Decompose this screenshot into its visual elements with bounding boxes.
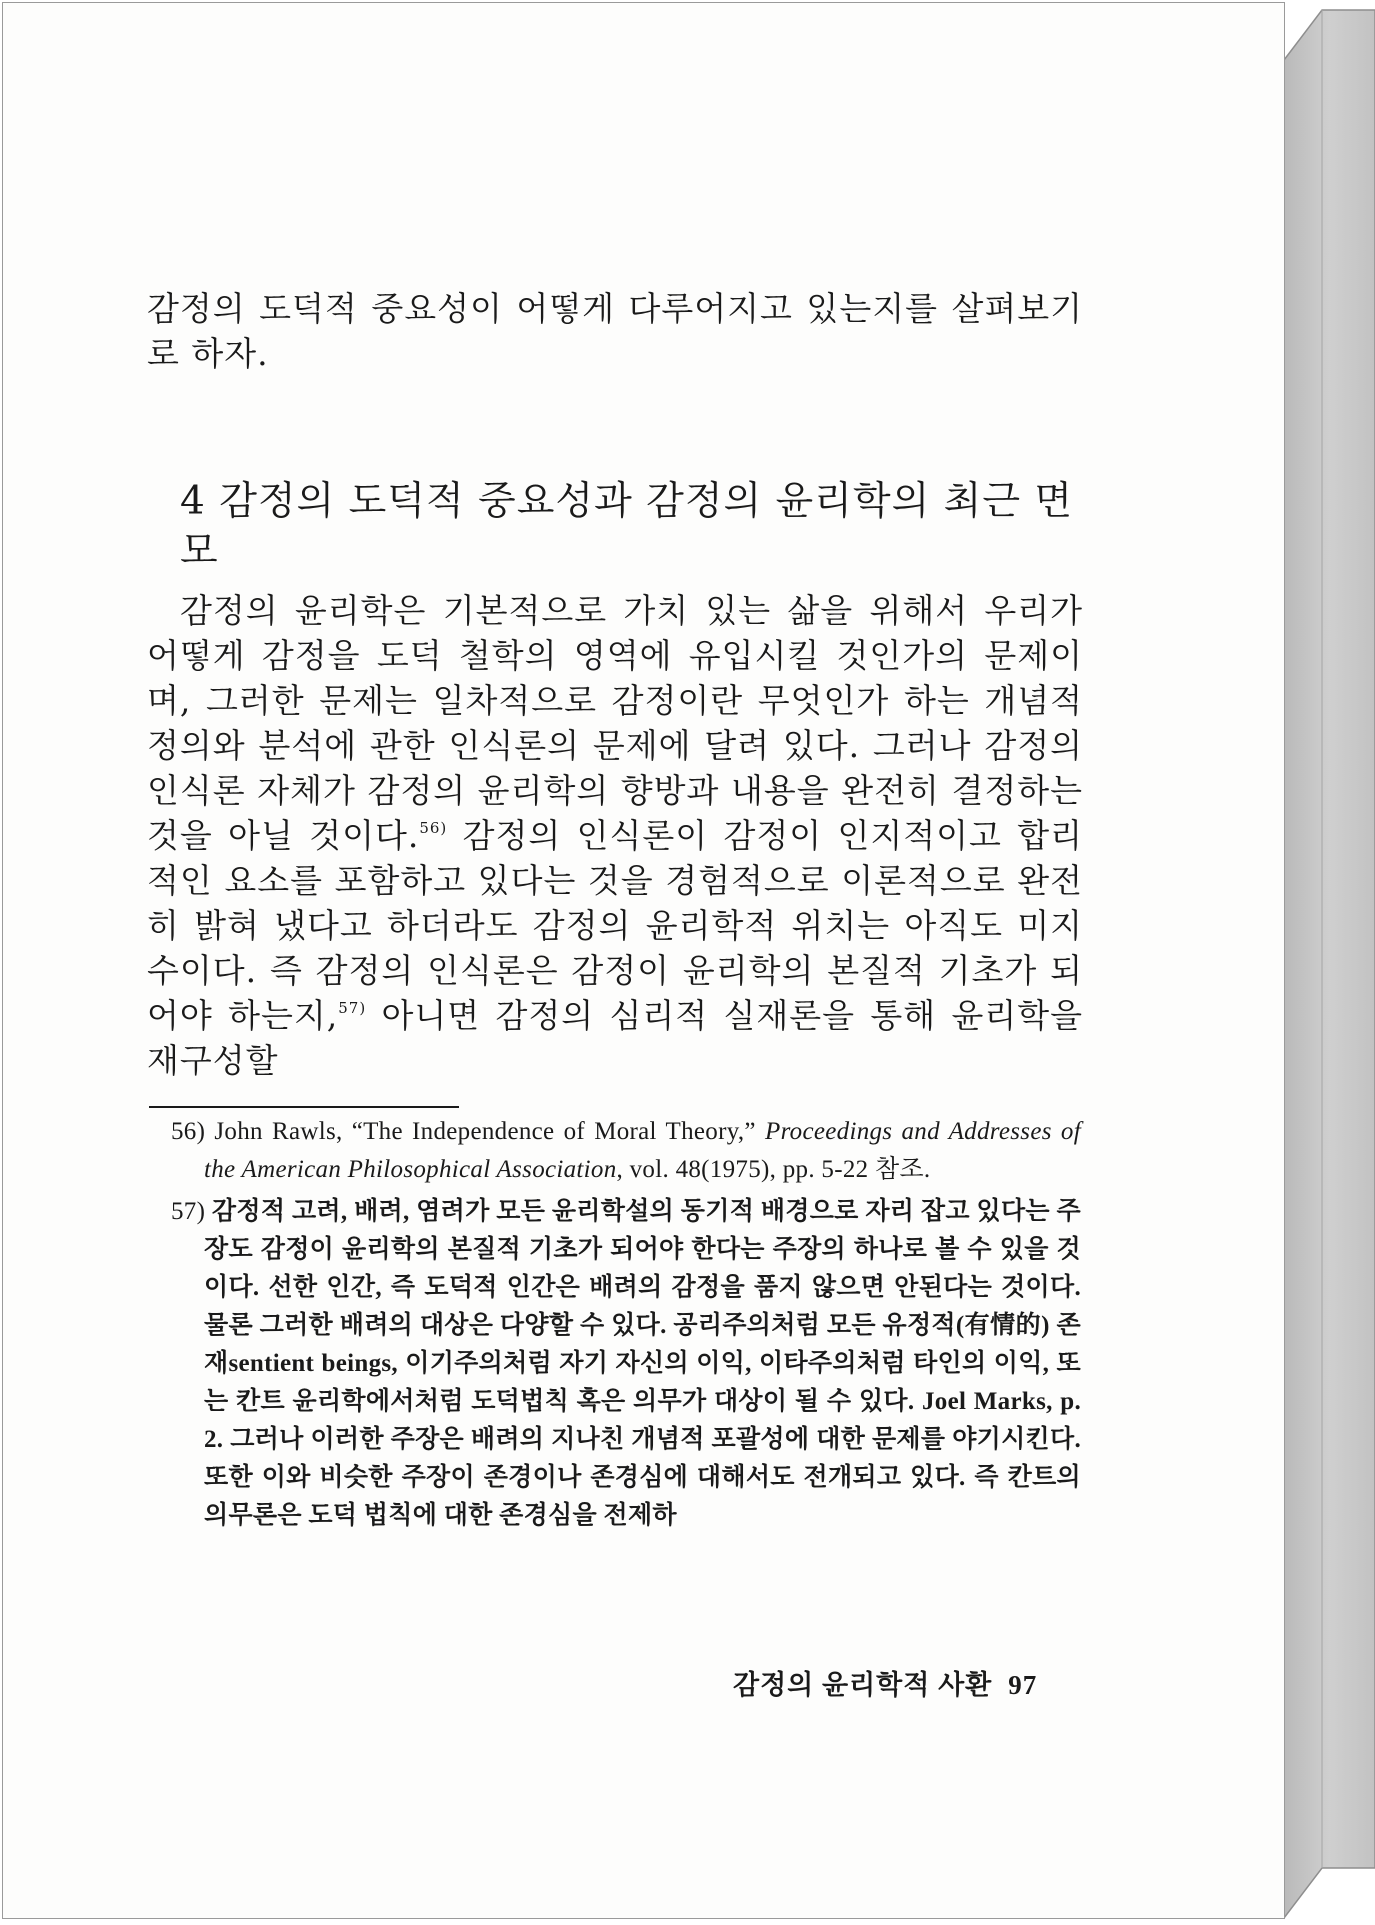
footnote-number: 57) bbox=[171, 1198, 206, 1225]
page-number: 97 bbox=[1008, 1670, 1038, 1700]
intro-text: 감정의 도덕적 중요성이 어떻게 다루어지고 있는지를 살펴보기로 하자. bbox=[147, 289, 1083, 373]
paragraph-part-2: 감정의 인식론이 감정이 인지적이고 합리적인 요소를 포함하고 있다는 것을 경험적으로 이론적으로 완전히 밝혀 냈다고 하더라도 감정의 윤리학적 위치는 아직도 미지수이다. 즉 감정의 인식론은 감정이 윤리학의 본질적 기초가 되어야 하는지, bbox=[147, 816, 1083, 1035]
footnote-ref-57: 57) bbox=[338, 999, 367, 1017]
footnote-ref-56: 56) bbox=[419, 819, 448, 837]
footnote-details: , vol. 48(1975), pp. 5-22 참조. bbox=[616, 1156, 931, 1183]
paragraph-part-3: 아니면 감정의 심리적 실재론을 통해 윤리학을 재구성할 bbox=[147, 996, 1083, 1080]
footnote-number: 56) bbox=[171, 1118, 206, 1145]
section-heading: 4 감정의 도덕적 중요성과 감정의 윤리학의 최근 면모 bbox=[180, 479, 1074, 574]
footnotes bbox=[171, 1113, 1081, 1539]
book-edge-shape bbox=[1284, 10, 1375, 1918]
paragraph-part-1: 감정의 윤리학은 기본적으로 가치 있는 삶을 위해서 우리가 어떻게 감정을 도덕 철학의 영역에 유입시킬 것인가의 문제이며, 그러한 문제는 일차적으로 감정이란 무엇인가 하는 개념적 정의와 분석에 관한 인식론의 문제에 달려 있다. 그러나 감정의 인식론 자체가 감정의 윤리학의 향방과 내용을 완전히 결정하는 것을 아닐 것이다. bbox=[147, 591, 1083, 855]
book-edge bbox=[1284, 0, 1375, 1925]
footnote-journal: Proceedings and Addresses of the American Philosophical Association bbox=[204, 1118, 1081, 1183]
footnote-author: John Rawls, “The Independence of Moral Theory,” bbox=[214, 1118, 765, 1145]
footnote-text: 감정적 고려, 배려, 염려가 모든 윤리학설의 동기적 배경으로 자리 잡고 있다는 주장도 감정이 윤리학의 본질적 기초가 되어야 한다는 주장의 하나로 볼 수 있을 것이다. 선한 인간, 즉 도덕적 인간은 배려의 감정을 품지 않으면 안된다는 것이다. 물론 그러한 배려의 대상은 다양할 수 있다. 공리주의처럼 모든 유정적(有情的) 존재sentient beings, 이기주의처럼 자기 자신의 이익, 이타주의처럼 타인의 이익, 또는 칸트 윤리학에서처럼 도덕법칙 혹은 의무가 대상이 될 수 있다. Joel Marks, p. 2. 그러나 이러한 주장은 배려의 지나친 개념적 포괄성에 대한 문제를 야기시킨다. 또한 이와 비슷한 주장이 존경이나 존경심에 대해서도 전개되고 있다. 즉 칸트의 의무론은 도덕 법칙에 대한 존경심을 전제하 bbox=[204, 1198, 1081, 1529]
book-page bbox=[2, 2, 1285, 1919]
footnote-57 bbox=[171, 1193, 1081, 1535]
running-title: 감정의 윤리학적 사환 bbox=[733, 1670, 993, 1700]
footnote-56 bbox=[171, 1113, 1081, 1189]
footnote-divider bbox=[149, 1106, 459, 1108]
running-footer bbox=[733, 1663, 1037, 1702]
body-paragraph bbox=[147, 588, 1083, 1083]
